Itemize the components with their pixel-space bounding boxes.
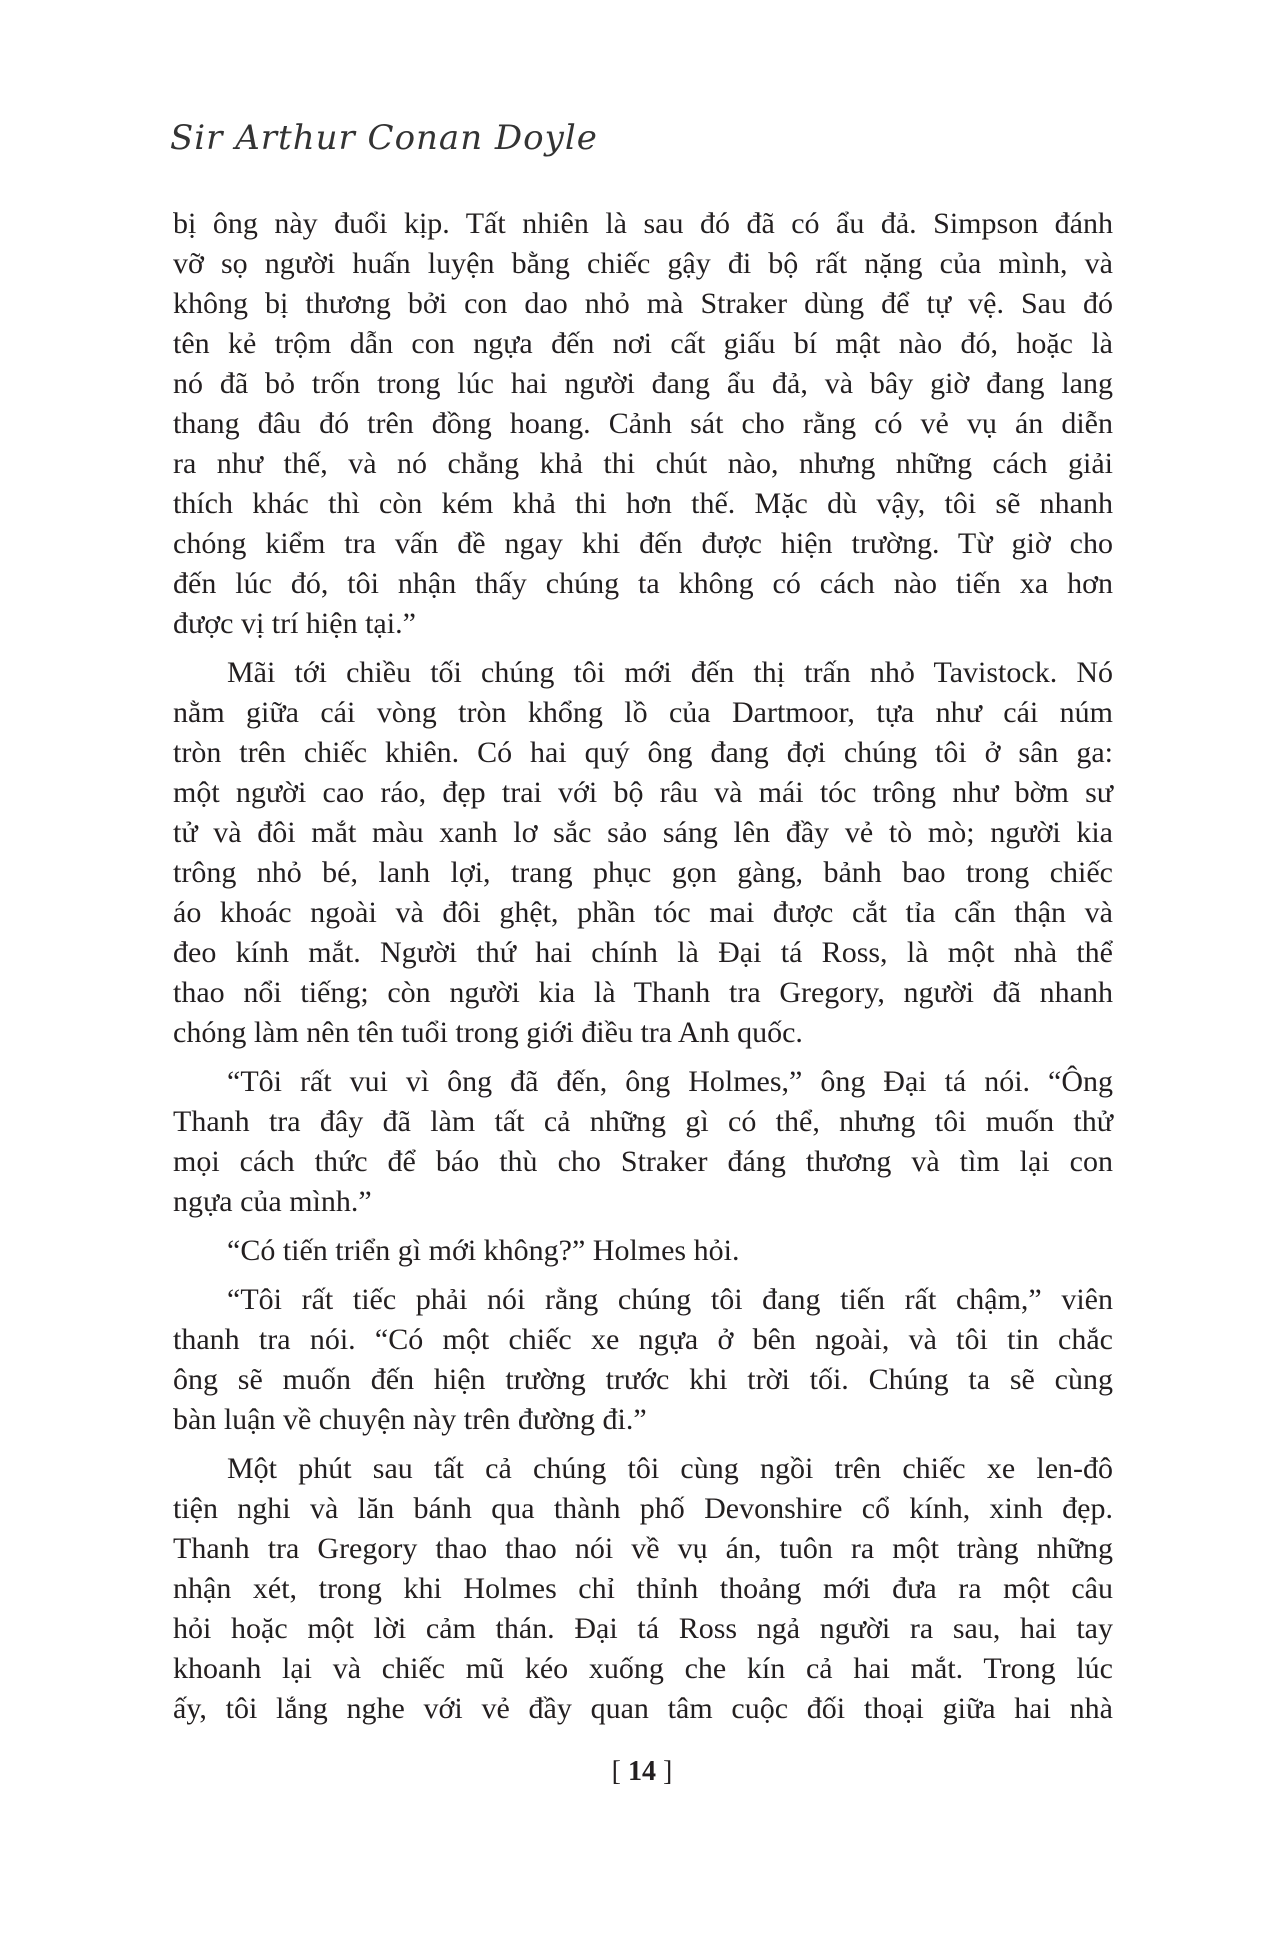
page-body xyxy=(173,204,1113,1738)
text-line: tử và đôi mắt màu xanh lơ sắc sảo sáng lên đầy vẻ tò mò; người kia xyxy=(173,816,1113,849)
text-line: khoanh lại và chiếc mũ kéo xuống che kín cả hai mắt. Trong lúc xyxy=(173,1652,1113,1685)
text-line: một người cao ráo, đẹp trai với bộ râu và mái tóc trông như bờm sư xyxy=(173,776,1113,809)
text-line: chóng làm nên tên tuổi trong giới điều tra Anh quốc. xyxy=(173,1016,803,1049)
text-line: vỡ sọ người huấn luyện bằng chiếc gậy đi bộ rất nặng của mình, và xyxy=(173,247,1113,280)
text-line: ra như thế, và nó chẳng khả thi chút nào, nhưng những cách giải xyxy=(173,447,1113,480)
text-line: bị ông này đuổi kịp. Tất nhiên là sau đó đã có ẩu đả. Simpson đánh xyxy=(173,207,1113,240)
bracket-close: ] xyxy=(656,1756,673,1787)
text-line: ngựa của mình.” xyxy=(173,1185,372,1218)
text-line: “Có tiến triển gì mới không?” Holmes hỏi. xyxy=(227,1234,740,1267)
text-line: Mãi tới chiều tối chúng tôi mới đến thị trấn nhỏ Tavistock. Nó xyxy=(227,656,1113,689)
text-line: “Tôi rất vui vì ông đã đến, ông Holmes,” ông Đại tá nói. “Ông xyxy=(227,1065,1113,1098)
text-line: nằm giữa cái vòng tròn khổng lồ của Dartmoor, tựa như cái núm xyxy=(173,696,1113,729)
paragraph xyxy=(173,1449,1113,1729)
text-line: được vị trí hiện tại.” xyxy=(173,607,416,640)
text-line: đến lúc đó, tôi nhận thấy chúng ta không có cách nào tiến xa hơn xyxy=(173,567,1113,600)
paragraph xyxy=(173,1280,1113,1440)
text-line: thanh tra nói. “Có một chiếc xe ngựa ở bên ngoài, và tôi tin chắc xyxy=(173,1323,1113,1356)
text-line: tên kẻ trộm dẫn con ngựa đến nơi cất giấu bí mật nào đó, hoặc là xyxy=(173,327,1113,360)
text-line: Thanh tra đây đã làm tất cả những gì có thể, nhưng tôi muốn thử xyxy=(173,1105,1113,1138)
text-line: thích khác thì còn kém khả thi hơn thế. Mặc dù vậy, tôi sẽ nhanh xyxy=(173,487,1113,520)
text-line: trông nhỏ bé, lanh lợi, trang phục gọn gàng, bảnh bao trong chiếc xyxy=(173,856,1113,889)
text-line: thang đâu đó trên đồng hoang. Cảnh sát cho rằng có vẻ vụ án diễn xyxy=(173,407,1113,440)
paragraph xyxy=(173,1062,1113,1222)
bracket-open: [ xyxy=(611,1756,628,1787)
text-line: thao nổi tiếng; còn người kia là Thanh tra Gregory, người đã nhanh xyxy=(173,976,1113,1009)
paragraph xyxy=(173,1231,1113,1271)
text-line: bàn luận về chuyện này trên đường đi.” xyxy=(173,1403,647,1436)
paragraph xyxy=(173,653,1113,1053)
text-line: ấy, tôi lắng nghe với vẻ đầy quan tâm cuộc đối thoại giữa hai nhà xyxy=(173,1692,1113,1725)
text-line: nó đã bỏ trốn trong lúc hai người đang ẩu đả, và bây giờ đang lang xyxy=(173,367,1113,400)
page-number xyxy=(0,1756,1284,1788)
text-line: mọi cách thức để báo thù cho Straker đáng thương và tìm lại con xyxy=(173,1145,1113,1178)
running-header-author: Sir Arthur Conan Doyle xyxy=(170,118,598,158)
paragraph xyxy=(173,204,1113,644)
text-line: Thanh tra Gregory thao thao nói về vụ án, tuôn ra một tràng những xyxy=(173,1532,1113,1565)
text-line: tiện nghi và lăn bánh qua thành phố Devonshire cổ kính, xinh đẹp. xyxy=(173,1492,1113,1525)
text-line: nhận xét, trong khi Holmes chỉ thỉnh thoảng mới đưa ra một câu xyxy=(173,1572,1113,1605)
text-line: “Tôi rất tiếc phải nói rằng chúng tôi đang tiến rất chậm,” viên xyxy=(227,1283,1113,1316)
text-line: ông sẽ muốn đến hiện trường trước khi trời tối. Chúng ta sẽ cùng xyxy=(173,1363,1113,1396)
text-line: áo khoác ngoài và đôi ghệt, phần tóc mai được cắt tỉa cẩn thận và xyxy=(173,896,1113,929)
text-line: không bị thương bởi con dao nhỏ mà Straker dùng để tự vệ. Sau đó xyxy=(173,287,1113,320)
page-number-value: 14 xyxy=(628,1756,656,1787)
text-line: tròn trên chiếc khiên. Có hai quý ông đang đợi chúng tôi ở sân ga: xyxy=(173,736,1113,769)
text-line: hỏi hoặc một lời cảm thán. Đại tá Ross ngả người ra sau, hai tay xyxy=(173,1612,1113,1645)
text-line: đeo kính mắt. Người thứ hai chính là Đại tá Ross, là một nhà thể xyxy=(173,936,1113,969)
text-line: Một phút sau tất cả chúng tôi cùng ngồi trên chiếc xe len-đô xyxy=(227,1452,1113,1485)
text-line: chóng kiểm tra vấn đề ngay khi đến được hiện trường. Từ giờ cho xyxy=(173,527,1113,560)
